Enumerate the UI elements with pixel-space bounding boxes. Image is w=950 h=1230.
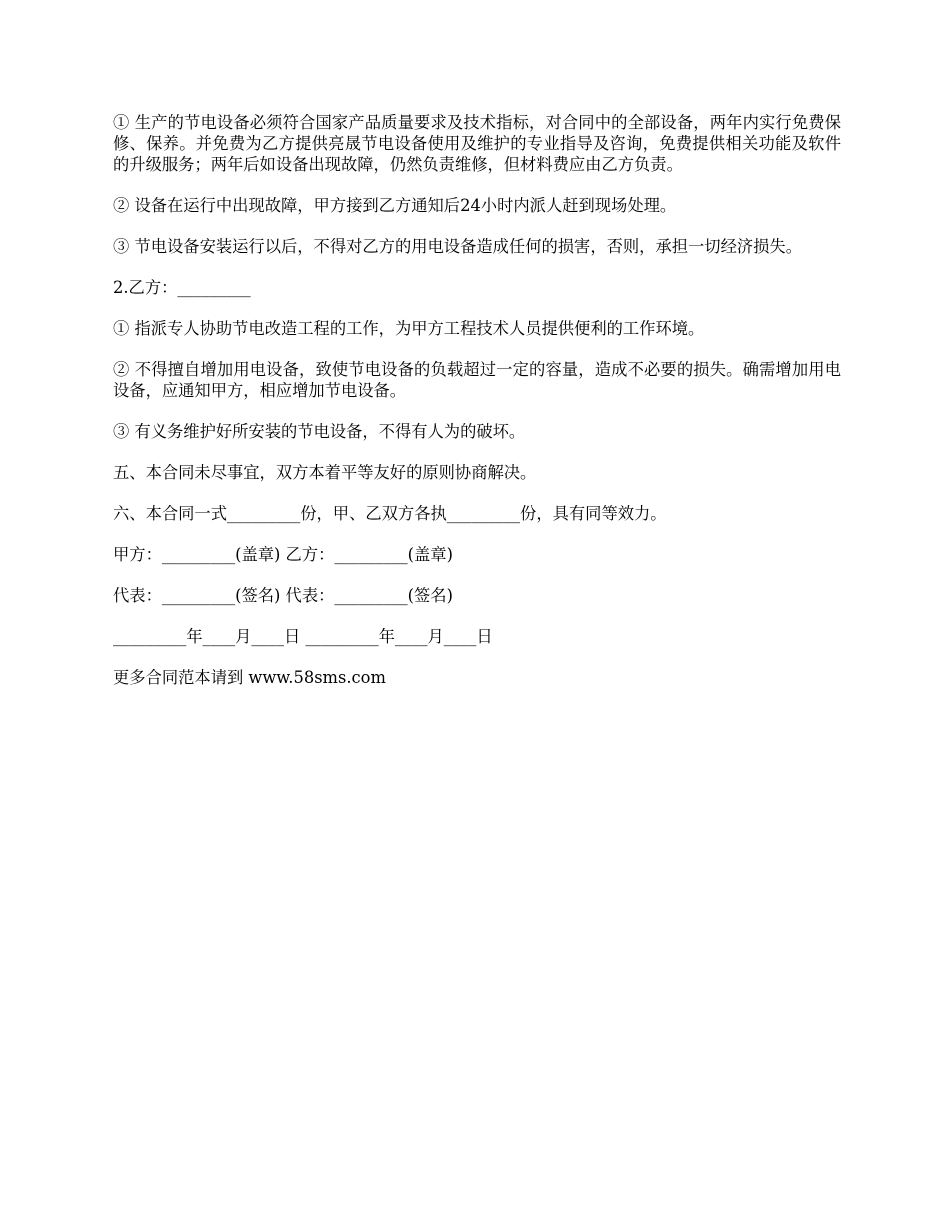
section-five: 五、本合同未尽事宜，双方本着平等友好的原则协商解决。 [113,463,537,482]
party-b-heading: 2.乙方：_________ [113,278,251,297]
contract-page [113,112,841,708]
clause-party-b-item-2: ② 不得擅自增加用电设备，致使节电设备的负载超过一定的容量，造成不必要的损失。确需增加用电设备，应通知甲方，相应增加节电设备。 [113,360,841,400]
clause-party-a-item-2: ② 设备在运行中出现故障，甲方接到乙方通知后24小时内派人赶到现场处理。 [113,196,677,215]
section-six: 六、本合同一式_________份，甲、乙双方各执_________份，具有同等效力。 [113,504,667,523]
footer-link-text: 更多合同范本请到 www.58sms.com [113,668,386,687]
seal-line: 甲方：_________(盖章) 乙方：_________(盖章) [113,545,453,564]
date-line: _________年____月____日 _________年____月____日 [113,627,493,646]
clause-party-a-item-3: ③ 节电设备安装运行以后，不得对乙方的用电设备造成任何的损害，否则，承担一切经济损失。 [113,237,802,256]
clause-party-b-item-3: ③ 有义务维护好所安装的节电设备，不得有人为的破坏。 [113,422,526,441]
representative-line: 代表：_________(签名) 代表：_________(签名) [113,586,453,605]
clause-party-b-item-1: ① 指派专人协助节电改造工程的工作，为甲方工程技术人员提供便利的工作环境。 [113,319,705,338]
clause-party-a-item-1: ① 生产的节电设备必须符合国家产品质量要求及技术指标，对合同中的全部设备，两年内实行免费保修、保养。并免费为乙方提供亮晟节电设备使用及维护的专业指导及咨询，免费提供相关功能及软件的升级服务；两年后如设备出现故障，仍然负责维修，但材料费应由乙方负责。 [113,113,841,174]
